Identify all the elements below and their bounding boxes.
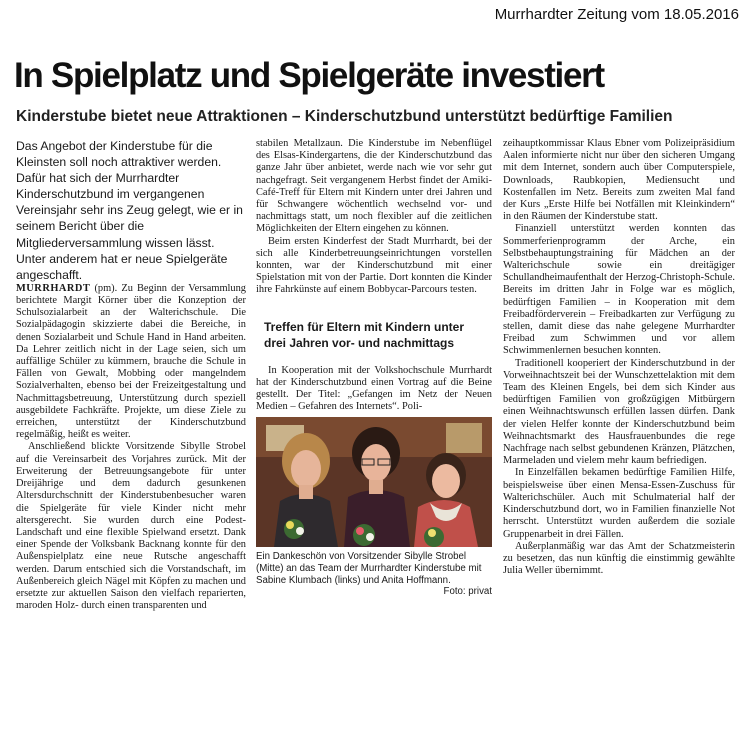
- paragraph-text: (pm). Zu Beginn der Versammlung berichtete Margit Körner über die Konzeption der Schulsozialarbeit an der Walterichschule. Die Sozialpädagogin skizzierte dabei die Bereiche, in denen Sozialarbeit und Schule Hand in Hand arbeiten. Da Lehrer zeitlich nicht in der Lage seien, sich um auffällige Schüler zu kümmern, brauche die Schule in Fällen von Gewalt, Mobbing oder mangelndem Sozialverhalten, ebenso bei der Freizeitgestaltung und Nachmittagsbetreuung, Unterstützung durch speziell ausgebildete Fachkräfte. Projekte, um diese Ziele zu erreichen, unterstützt der Kinderschutzbund regelmäßig, heißt es weiter.: [16, 282, 246, 441]
- paragraph: [16, 283, 246, 442]
- subheadline: Kinderstube bietet neue Attraktionen – Kinderschutzbund unterstützt bedürftige Familien: [16, 108, 673, 125]
- paragraph: stabilen Metallzaun. Die Kinderstube im Nebenflügel des Elsas-Kindergartens, die der Kinderschutzbund das ganze Jahr über anbietet, werde nach wie vor sehr gut nachgefragt. Seit vergangenem Herbst findet der Amiki-Café-Treff für Eltern mit Kindern unter drei Jahren und für Schwangere wöchentlich wechselnd vor- und nachmittags statt, um noch flexibler auf die zeitlichen Möglichkeiten der Eltern eingehen zu können.: [256, 138, 492, 235]
- group-photo: [256, 417, 492, 547]
- intermediate-heading: Treffen für Eltern mit Kindern unter drei Jahren vor- und nachmittags: [264, 319, 465, 350]
- column-1: [16, 138, 246, 612]
- photo-illustration: [256, 417, 492, 547]
- photo-credit: Foto: privat: [443, 586, 492, 598]
- paragraph: zeihauptkommissar Klaus Ebner vom Polizeipräsidium Aalen informierte nicht nur über den sicheren Umgang mit dem Internet, sondern auch über Computerspiele, Downloads, Raubkopien, Mediensucht und Kostenfallen im Netz. Bereits zum zweiten Mal fand der Kurs „Erste Hilfe bei Notfällen mit Kleinkindern“ in den Räumen der Kinderstube statt.: [503, 138, 735, 223]
- teaser: Das Angebot der Kinderstube für die Kleinsten soll noch attraktiver werden. Dafür hat sich der Murrhardter Kinderschutzbund im vergangenen Vereinsjahr sehr ins Zeug gelegt, wie er in seinem Bericht über die Mitgliederversammlung wissen lässt. Unter anderem hat er neue Spielgeräte angeschafft.: [16, 139, 243, 282]
- paragraph: Außerplanmäßig war das Amt der Schatzmeisterin zu besetzen, das nun künftig die einstimmig gewählte Julia Weller übernimmt.: [503, 540, 735, 577]
- caption-text: Ein Dankeschön von Vorsitzender Sibylle Strobel (Mitte) an das Team der Murrhardter Kinderstube mit Sabine Klumbach (links) und Anita Hoffmann.: [256, 551, 482, 586]
- paragraph: Anschließend blickte Vorsitzende Sibylle Strobel auf die Vereinsarbeit des Vorjahres zurück. Mit der Erweiterung der Betreuungsangebote für unter Dreijährige und dem dadurch gesunkenen Altersdurchschnitt der Kinderstubenbesucher waren die Spielgeräte für viele Kinder nicht mehr altersgerecht. Sie wurden durch eine Podest-Landschaft und eine flexible Spielwand ersetzt. Dank einer Spende der Volksbank Backnang konnte für den Außenspielplatz eine neue Rutsche angeschafft werden. Darum entschied sich die Vorstandschaft, im Außenbereich gleich Nägel mit Köpfen zu machen und ersetzte zur aktuellen Saison den vielfach reparierten, maroden Holz- durch einen transparenten und: [16, 441, 246, 612]
- column-2: [256, 138, 492, 598]
- photo-caption: [256, 551, 492, 598]
- source-line: Murrhardter Zeitung vom 18.05.2016: [494, 6, 739, 23]
- dateline: MURRHARDT: [16, 282, 91, 294]
- paragraph: Finanziell unterstützt werden konnten das Sommerferienprogramm der Arche, ein Selbstbehauptungstraining für Mädchen an der Walterichschule sowie ein dreitägiger Schullandheimaufenthalt der Herzog-Christoph-Schule. Bereits im dritten Jahr in Folge war es möglich, bedürftigen Familien – in Kooperation mit dem Freibadförderverein – Freibadkarten zur Verfügung zu stellen, damit diese das nahe gelegene Murrhardter Freibad zum Schwimmen und vor allem Schwimmenlernen besuchen konnten.: [503, 223, 735, 357]
- column-3: [503, 138, 735, 577]
- paragraph: Traditionell kooperiert der Kinderschutzbund in der Vorweihnachtszeit bei der Wunschzettelaktion mit dem Team des Kleinen Engels, bei dem sich Kinder aus bedürftigen Familien von großzügigen Mitbürgern einen Weihnachtswunsch erfüllen lassen dürfen. Dank der vielen Helfer konnte der Kinderschutzbund beim Weihnachtsmarkt des Hausfrauenbundes die rege Nachfrage nach selbst gebundenen Kränzen, Plätzchen, Marmeladen und vielem mehr kaum befriedigen.: [503, 357, 735, 467]
- headline: In Spielplatz und Spielgeräte investiert: [14, 56, 604, 95]
- paragraph: In Kooperation mit der Volkshochschule Murrhardt hat der Kinderschutzbund einen Vortrag auf die Beine gestellt. Der Titel: „Gefangen im Netz der Neuen Medien – Gefahren des Internets“. Poli-: [256, 364, 492, 413]
- paragraph: In Einzelfällen bekamen bedürftige Familien Hilfe, beispielsweise über einen Mensa-Essen-Zuschuss für Walterichschüler. Auch mit Schulmaterial half der Kinderschutzbund dort, wo in Familien finanzielle Not herrscht. Unterstützt wurden außerdem die soziale Gruppenarbeit in drei Fällen.: [503, 467, 735, 540]
- paragraph: Beim ersten Kinderfest der Stadt Murrhardt, bei der sich alle Kinderbetreuungseinrichtungen vorstellen konnten, war der Kinderschutzbund mit einer Spielstation mit von der Partie. Dort konnten die Kinder ihre Fahrkünste auf einem Bobbycar-Parcours testen.: [256, 235, 492, 296]
